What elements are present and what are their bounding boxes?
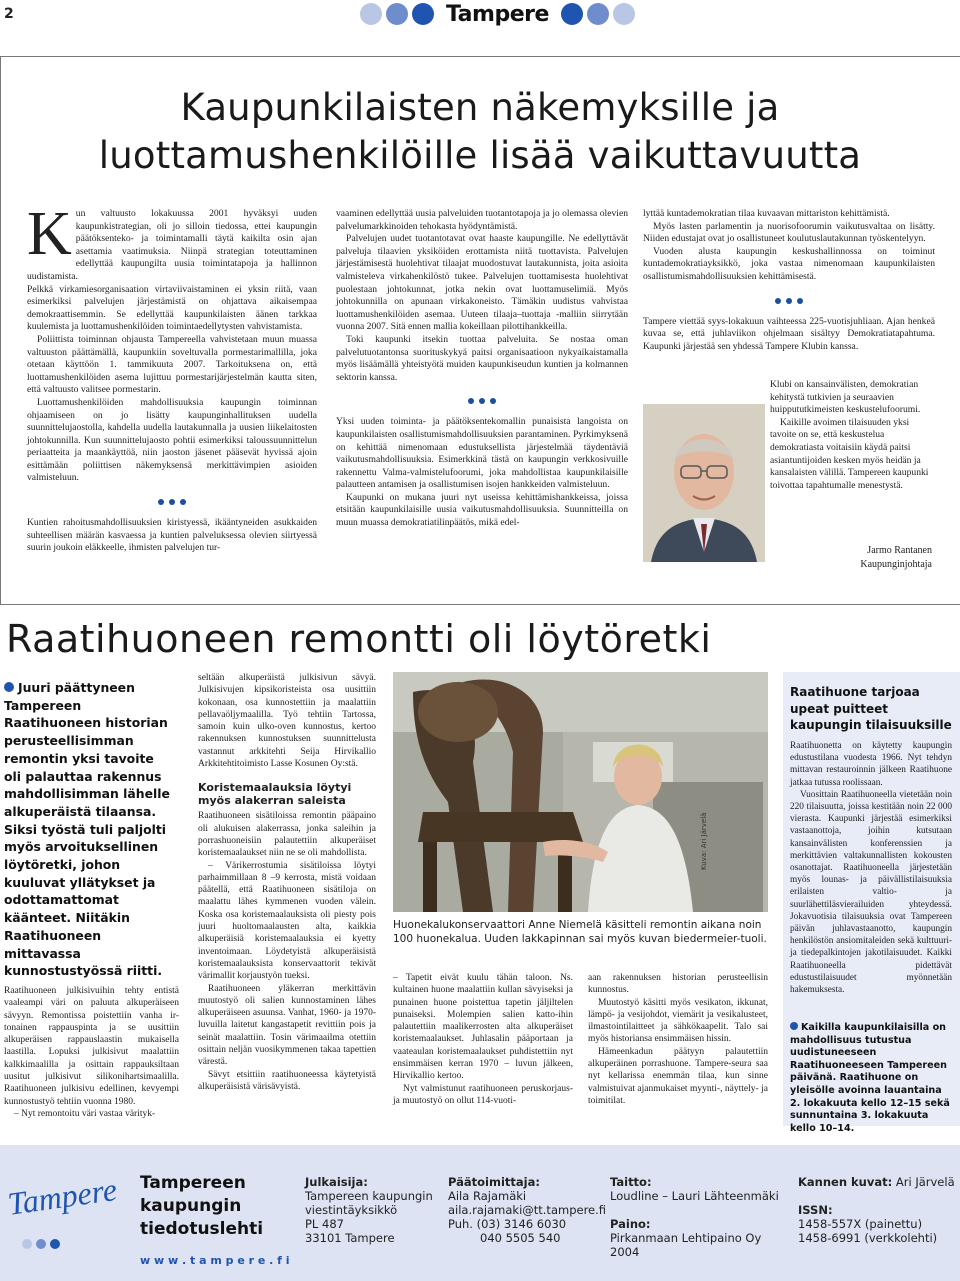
sidebar-body [790,740,952,996]
dot-icon [360,3,382,25]
dot-icon [22,1239,32,1249]
page-number: 2 [4,6,14,22]
paragraph: Palvelujen uudet tuotantotavat ovat haaste kaupungille. Ne edellyttävät palveluja tilaavien yksiköiden erottamista niitä tuottavista. Palvelujen järjestämisestä huolehtivat tilaajat muodostuvat lautakunnista, joita asioita valmisteleva virkahenkilöstö tukee. Palvelujen tuottamisesta huolehtivat puolestaan johtokunnat, jotka nekin ovat luottamuselimiä. Myös johtokunnilla on apunaan virkakoneisto. Tämäkin uudistus vahvistaa luottamushenkilöiden asemaa. Uuteen tilaaja–tuottaja -malliin siirrytään vuonna 2007. Sitä ennen mallia kokeillaan pilottihankkeilla. [336,233,628,333]
paragraph: Myös lasten parlamentin ja nuorisofoorumin vaikutusvaltaa on lisätty. Niiden edustajat ovat jo osallistuneet koulutuslautakunnan työskentelyyn. [643,220,935,245]
paragraph: Poliittista toiminnan ohjausta Tampereella vahvistetaan muun muassa valtuuston päättämällä, kaupunkiin soveltuvalla pormestarimallilla, joka otetaan käyttöön 1. tammikuuta 2007. Tarkoituksena on, että luottamushenkilöiden asema lujittuu pormestarijärjestelmän kautta siten, että valtuusto valitsee pormestarin. [27,333,317,396]
paragraph: Raatihuoneen yläkerran merkittävin muutostyö oli salien kunnostaminen lähes alkuperäiseen asuunsa. Vanhat, 1960- ja 1970-luvuilla laitetut kangastapetit revittiin pois ja seinät maalattiin. Tosin värimaailma otettiin osittain neljän vuosikymmenen takaa tapettien värestä. [198,983,376,1068]
paragraph: vaaminen edellyttää uusia palveluiden tuotantotapoja ja jo olemassa olevien palvelumarkkinoiden tehokasta hyödyntämistä. [336,208,628,232]
dot-icon [386,3,408,25]
paragraph: Yksi uuden toiminta- ja päätöksentekomallin punaisista langoista on kaupunkilaisten osallistumismahdollisuuksien parantaminen. Pyrkimyksenä on kehittää nimenomaan edustuksellista järjestelmää täydentäviä vaikutusmahdollisuuksia. Esimerkkinä tästä on kaupungin verkkosivuille rakennettu Valma-valmistelufoorumi, joka mahdollistaa kaupunkilaisille palautteen antamisen ja osallistumisen isojen hankkeiden valmisteluun. [336,416,628,491]
paragraph: Tampere viettää syys-lokakuun vaihteessa 225-vuotisjuhliaan. Ajan henkeä kuvaa se, että juhlaviikon ohjelmaan sisältyy Demokratiatapahtuma. Kaupunki järjestää sen yhdessä Tampere Klubin kanssa. [643,315,935,352]
article2-col1 [4,985,179,1120]
paragraph: Raatihuonetta on käytetty kaupungin edustustilana vuodesta 1966. Nyt tehdyn mittavan restauroinnin jälkeen Raatihuone jatkaa tutussa roolissaan. [790,741,952,788]
photo-credit: Kuva: Ari Järvelä [700,812,708,870]
article2-lead: Juuri päättyneen Tampereen Raatihuoneen historian perusteellisimman remontin yksi tavoite oli palauttaa rakennus mahdollisimman lähelle alkuperäistä tilaansa. Siksi työstä tuli paljolti myös arvoituksellinen löytöretki, johon kuuluvat yllätykset ja odottamattomat käänteet. Niitäkin Raatihuoneen mittavassa kunnostustyössä riitti. [4,680,170,979]
dot-icon [36,1239,46,1249]
dot-icon [561,3,583,25]
portrait-figure [643,404,765,562]
article2-col3 [393,972,573,1107]
paragraph: – Nyt remontoitu väri vastaa värityk- [14,1108,156,1119]
paragraph: Vuoden alusta kaupungin keskushallinnossa on toiminut kuntademokratiayksikkö, joka vastaa nimenomaan kaupunkilaisten osallistumismahdollisuuksien kehittämisestä. [643,245,935,282]
paragraph: Luottamushenkilöiden mahdollisuuksia kaupungin toiminnan ohjaamiseen on jo lisätty kaupunginhallituksen uudella suunnittelujaostolla, kahdella uudella lautakunnalla ja uusien liikelaitosten johtokunnilla. Kun suunnittelujaosto pohtii esimerkiksi taloussuunnittelun periaatteita ja maankäyttöä, niin jaoston jäsenet pääsevät hyvissä ajoin esittämään poliittisen näkemyksensä merkittävimpien asioiden valmisteluun. [27,396,317,484]
paragraph: Toki kaupunki itsekin tuottaa palveluita. Se nostaa oman palvelutuotantonsa suorituskykyä paitsi organisaatioon nykyaikaistamalla myös lisäämällä yhteistyötä muiden kaupunkiseudun kuntien ja kolmannen sektorin kanssa. [336,333,628,383]
masthead [360,0,635,28]
paragraph: aan rakennuksen historian perusteellisin kunnostus. [588,973,768,996]
paragraph: Raatihuoneen sisätiloissa remontin pääpaino oli alukuisen alakerrassa, jonka saleihin ja porrashuoneisiin palautettiin alkuperäiset koristemaalaukset niin ne se oli mahdollista. [198,811,376,859]
article1-title [30,84,930,180]
paragraph: Sävyt etsittiin raatihuoneessa käytetyistä alkuperäisistä värisävyistä. [198,1069,376,1092]
article1-title-line1: Kaupunkilaisten näkemyksille ja [180,86,780,129]
paragraph: Raatihuoneen julkisivuihin tehty entistä vaaleampi väri on paluuta alkuperäiseen sävyyn. Remontissa poistettiin vanha ir-tonainen rappauspinta ja se uusittiin alkuperäisen rappauslaastin mukaisella laastilla. Lopuksi julkisivut maalattiin kalkkimaalilla ja osittain rappauksiltaan uusitut julkisivut silikonihartsimaalilla. Raatihuoneen julkisivu edellinen, kevyempi kunnostustyö tehtiin vuonna 1980. [4,986,179,1107]
paragraph: Vuosittain Raatihuoneella vietetään noin 220 tilaisuutta, joissa kestitään noin 22 000 vierasta. Kaupunki järjestää esimerkiksi vastaanottoja, joihin kutsutaan kansainvälisten konferenssien ja merkittävien valtakunnallisten kokousten osanottajat. Raatihuoneella järjestetään myös lounas- ja päivällistilaisuuksia erilaisten valtio- ja suurlähettiläsvierailuiden yhteydessä. Jokavuotisia tilaisuuksia ovat Tampereen päivän juhlavastaanotto, kaupungin henkilöstön ansiomitaleiden sekä kulttuuri- ja tiedepalkintojen jakotilaisuudet. Kaikki Raatihuoneella pidettävät edustustilaisuudet myönnetään hakemuksesta. [790,789,952,996]
subheading: Koristemaalauksia löytyi myös alakerran saleista [198,781,352,807]
signature-name: Jarmo Rantanen [867,545,932,556]
article2-col4 [588,972,768,1107]
paragraph: – Tapetit eivät kuulu tähän taloon. Ns. kultainen huone maalattiin kullan sävyiseksi ja punainen huone poistettua tapetin jäljiltelen punaiseksi. Molempien salien katto-ihin palautettiin maalikerrosten alta alkuperäiset koristemaalaukset. Juhlasalin pääportaan ja vaateaulan koristemaalaukset puhdistettiin nyt ensimmäisen kerran 1970 – luvun jälkeen, Hirvikallio kertoo. [393,973,573,1082]
dot-icon [587,3,609,25]
footer-logo [5,1170,128,1250]
dot-icon [412,3,434,25]
bullet-icon [790,1022,798,1030]
paragraph: Kuntien rahoitusmahdollisuuksien kiristyessä, ikääntyneiden asukkaiden suhteellisen määrän kasvaessa ja kuntien palveluksessa olevien siirtyessä suurin joukoin eläkkeelle, ihmisten palvelujen tur- [27,517,317,554]
article1-col1 [27,200,317,555]
article1-title-line2: luottamushenkilöille lisää vaikuttavuutta [98,134,862,177]
paragraph: Kaikille avoimen tilaisuuden yksi tavoite on se, että keskustelua demokratiasta voitaisiin käydä paitsi asiantuntijoiden kesken myös heidän ja kansalaisten välillä. Tampereen kaupunki toivottaa tapahtumalle menestystä. [770,416,929,491]
tampere-logo-text: Tampere [5,1170,120,1222]
editor-email[interactable]: aila.rajamaki@tt.tampere.fi [448,1203,607,1217]
footer-editor: Päätoimittaja: Aila Rajamäki aila.rajamaki@tt.tampere.fi Puh. (03) 3146 6030 040 5505 540 [448,1175,607,1245]
portrait-photo [643,404,765,562]
photo-caption: Huonekalukonservaattori Anne Niemelä käsitteli remontin aikana noin 100 huonekalua. Uuden lakkapinnan sai myös kuvan biedermeier-tuoli. [393,919,767,945]
article1-lead: K un valtuusto lokakuussa 2001 hyväksyi uuden kaupunkistrategian, oli jo silloin tiedossa, ettei kaupungin päätöksenteko- ja toimintamalli täytä kaikilta osin ajan asettamia vaatimuksia. Niinpä strategian toteuttaminen edellyttää kaupungilta uusia toimintatapoja ja hallinnon uudistamista. [27,200,317,282]
restoration-photo [393,672,768,912]
paragraph: Klubi on kansainvälisten, demokratian kehitystä tutkivien ja seuraavien huippututkimeisten keskustelufoorumi. [770,379,921,416]
article1-col3-top [643,208,935,353]
article2-col2 [198,672,376,1093]
bullet-icon [4,682,14,692]
paragraph: Kaupunki on mukana juuri nyt useissa kehittämishankkeissa, joissa etsitään kaupunkilaisille uusia vaikutusmahdollisuuksia. Suunnitteilla on muun muassa demokratiatilinpäätös, mikä edel- [336,491,628,529]
dropcap: K [27,200,72,268]
dot-icon [50,1239,60,1249]
footer-publisher: Julkaisija: Tampereen kaupungin viestintäyksikkö PL 487 33101 Tampere [305,1175,433,1245]
footer-cover: Kannen kuvat: Ari Järvelä ISSN: 1458-557X (painettu) 1458-6991 (verkkolehti) [798,1175,955,1245]
paragraph: Pelkkä virkamiesorganisaation virtaviivaistaminen ei yksin riitä, vaan esimerkiksi palvelujen järjestämistä on ohjattava aikaisempaa demokraattisemmin. Se edellyttää kaupunkilaisten äänen tarkkaa kuulemista ja luottamushenkilöiden toimintaedellytysten vahvistamista. [27,283,317,333]
signature [780,544,932,572]
separator-dots [336,398,628,404]
paragraph: seltään alkuperäistä julkisivun sävyä. Julkisivujen kipsikoristeista osa uusittiin kokonaan, osa kunnostettiin ja maalattiin pellavaöljymaalilla. Työ tehtiin Tartossa, samoin kuin ulko-oven kunnostus, kertoo rakennuksen kunnostuksen suunnittelusta vastannut arkkitehti Seija Hirvikallio Arkkitehtitoimisto Lasse Kosunen Oy:stä. [198,673,376,770]
paragraph: Nyt valmistunut raatihuoneen peruskorjaus- ja muutostyö on ollut 114-vuoti- [393,1083,573,1106]
paragraph: Hämeenkadun päätyyn palautettiin alkuperäinen porrashuone. Tampere-seura saa nyt kellarissa enemmän tilaa, kun sinne valmistuivat ajanmukaiset myynti-, näyttely- ja toimitilat. [588,1046,768,1106]
sidebar-notice: Kaikilla kaupunkilaisilla on mahdollisuus tutustua uudistuneeseen Raatihuoneeseen Tampereen päivänä. Raatihuone on yleisölle avoinna lauantaina 2. lokakuuta kello 12–15 sekä sunnuntaina 3. lokakuuta kello 10–14. [790,1022,950,1134]
frame-bottom [0,604,960,605]
website-link[interactable]: w w w . t a m p e r e . f i [140,1254,290,1267]
publication-name: Tampereen kaupungin tiedotuslehti [140,1173,264,1239]
paragraph: lyttää kuntademokratian tilaa kuvaavan mittariston kehittämistä. [643,208,890,219]
paragraph: Muutostyö käsitti myös vesikaton, ikkunat, lämpö- ja vesijohdot, viemärit ja vesikalusteet, ilmastointilaitteet ja sähkökaapelit. Talo sai myös historiansa ensimmäisen hissin. [588,997,768,1045]
article2-title: Raatihuoneen remontti oli löytöretki [6,617,712,661]
article1-col3-wrap [770,379,935,492]
article1-col2 [336,208,628,530]
frame-left [0,56,1,604]
masthead-title: Tampere [446,1,549,27]
dot-icon [613,3,635,25]
frame-top [0,56,960,57]
restoration-scene [393,672,768,912]
separator-dots [643,298,935,304]
sidebar-title: Raatihuone tarjoaa upeat puitteet kaupungin tilaisuuksille [790,685,952,732]
paragraph: – Värikerrostumia sisätiloissa löytyi parhaimmillaan 8 –9 kerrosta, mistä voidaan päätellä, että Raatihuoneen sisätiloja on maalattu lähes kymmenen vuoden välein. Koska osa koristemaalauksista oli piesty pois juuri huoltomaalausten alta, kaikkia alkuperäisiä koristemaalauksia ei kyetty inventoimaan. Löydetyistä alkuperäisistä koristemaalauksista konservaattorit tekivät värimallit korjaustyön tueksi. [198,860,376,982]
footer-layout: Taitto: Loudline – Lauri Lähteenmäki Paino: Pirkanmaan Lehtipaino Oy 2004 [610,1175,779,1259]
separator-dots [27,499,317,505]
signature-title: Kaupunginjohtaja [860,559,932,570]
